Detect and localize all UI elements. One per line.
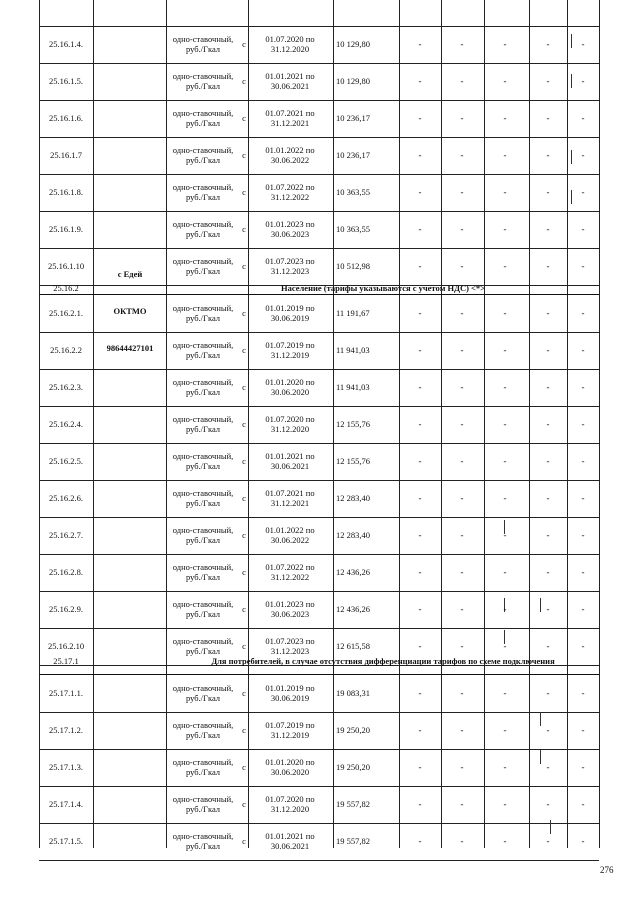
empty-cell-dash: - [418, 604, 422, 615]
tariff-period: 01.01.2022 по 30.06.2022 [265, 144, 315, 165]
tariff-type: одно-ставочный, руб./Гкал [172, 830, 234, 851]
tariff-value: 12 436,26 [336, 603, 370, 614]
tariff-type: одно-ставочный, руб./Гкал [172, 144, 234, 165]
period-prefix: с [242, 761, 246, 772]
page-number: 276 [600, 865, 614, 875]
empty-cell-dash: - [503, 836, 507, 847]
row-number: 25.16.1.10 [47, 260, 85, 271]
empty-cell-dash: - [460, 113, 464, 124]
empty-cell-dash: - [581, 113, 585, 124]
empty-cell-dash: - [418, 382, 422, 393]
grid-vline [484, 0, 485, 848]
empty-cell-dash: - [418, 150, 422, 161]
tariff-type: одно-ставочный, руб./Гкал [172, 450, 234, 471]
empty-cell-dash: - [581, 419, 585, 430]
period-prefix: с [242, 260, 246, 271]
tariff-period: 01.01.2021 по 30.06.2021 [265, 70, 315, 91]
empty-cell-dash: - [546, 762, 550, 773]
period-prefix: с [242, 455, 246, 466]
period-prefix: с [242, 75, 246, 86]
row-number: 25.16.2.10 [47, 640, 85, 651]
empty-cell-dash: - [546, 493, 550, 504]
scan-mark [571, 190, 572, 204]
row-number: 25.16.2.4. [49, 418, 83, 429]
tariff-period: 01.07.2022 по 31.12.2022 [265, 561, 315, 582]
empty-cell-dash: - [460, 688, 464, 699]
empty-cell-dash: - [546, 456, 550, 467]
empty-cell-dash: - [418, 799, 422, 810]
empty-cell-dash: - [418, 113, 422, 124]
empty-cell-dash: - [546, 688, 550, 699]
tariff-period: 01.01.2019 по 30.06.2019 [265, 682, 315, 703]
empty-cell-dash: - [503, 39, 507, 50]
empty-cell-dash: - [460, 641, 464, 652]
empty-cell-dash: - [418, 39, 422, 50]
empty-cell-dash: - [546, 308, 550, 319]
tariff-value: 10 512,98 [336, 260, 370, 271]
section-title: Для потребителей, в случае отсутствия дифференциации тарифов по схеме подключения [211, 656, 555, 666]
period-prefix: с [242, 687, 246, 698]
tariff-value: 10 236,17 [336, 112, 370, 123]
empty-cell-dash: - [581, 604, 585, 615]
tariff-period: 01.07.2019 по 31.12.2019 [265, 339, 315, 360]
period-prefix: с [242, 38, 246, 49]
tariff-value: 10 363,55 [336, 223, 370, 234]
empty-cell-dash: - [546, 224, 550, 235]
row-number: 25.16.2.3. [49, 381, 83, 392]
empty-cell-dash: - [546, 419, 550, 430]
empty-cell-dash: - [503, 150, 507, 161]
empty-cell-dash: - [581, 345, 585, 356]
tariff-value: 11 191,67 [336, 307, 370, 318]
empty-cell-dash: - [503, 419, 507, 430]
empty-cell-dash: - [503, 567, 507, 578]
empty-cell-dash: - [418, 567, 422, 578]
empty-cell-dash: - [503, 187, 507, 198]
scan-mark [571, 74, 572, 88]
scan-mark [571, 150, 572, 164]
empty-cell-dash: - [581, 39, 585, 50]
row-number: 25.16.2.9. [49, 603, 83, 614]
empty-cell-dash: - [460, 493, 464, 504]
empty-cell-dash: - [460, 382, 464, 393]
tariff-value: 10 129,80 [336, 75, 370, 86]
section-number: 25.16.2 [53, 283, 79, 293]
empty-cell-dash: - [460, 604, 464, 615]
empty-cell-dash: - [546, 530, 550, 541]
tariff-period: 01.07.2023 по 31.12.2023 [265, 255, 315, 276]
grid-vline [333, 0, 334, 848]
empty-cell-dash: - [581, 762, 585, 773]
tariff-value: 10 363,55 [336, 186, 370, 197]
empty-cell-dash: - [581, 688, 585, 699]
tariff-period: 01.01.2022 по 30.06.2022 [265, 524, 315, 545]
grid-vline [441, 0, 442, 848]
empty-cell-dash: - [460, 567, 464, 578]
empty-cell-dash: - [418, 308, 422, 319]
empty-cell-dash: - [418, 76, 422, 87]
empty-cell-dash: - [581, 530, 585, 541]
empty-cell-dash: - [581, 493, 585, 504]
grid-vline [93, 0, 94, 848]
row-number: 25.16.2.1. [49, 307, 83, 318]
empty-cell-dash: - [546, 604, 550, 615]
row-number: 25.16.1.4. [49, 38, 83, 49]
tariff-type: одно-ставочный, руб./Гкал [172, 635, 234, 656]
empty-cell-dash: - [418, 419, 422, 430]
section-number: 25.17.1 [53, 656, 79, 666]
empty-cell-dash: - [503, 725, 507, 736]
period-prefix: с [242, 307, 246, 318]
empty-cell-dash: - [418, 688, 422, 699]
empty-cell-dash: - [460, 725, 464, 736]
empty-cell-dash: - [418, 762, 422, 773]
empty-cell-dash: - [581, 187, 585, 198]
empty-cell-dash: - [581, 641, 585, 652]
tariff-type: одно-ставочный, руб./Гкал [172, 719, 234, 740]
tariff-value: 19 083,31 [336, 687, 370, 698]
tariff-period: 01.01.2023 по 30.06.2023 [265, 598, 315, 619]
period-prefix: с [242, 724, 246, 735]
row-number: 25.16.2.7. [49, 529, 83, 540]
tariff-value: 12 615,58 [336, 640, 370, 651]
empty-cell-dash: - [503, 641, 507, 652]
empty-cell-dash: - [460, 39, 464, 50]
empty-cell-dash: - [503, 688, 507, 699]
empty-cell-dash: - [460, 345, 464, 356]
tariff-value: 19 250,20 [336, 761, 370, 772]
empty-cell-dash: - [581, 382, 585, 393]
tariff-type: одно-ставочный, руб./Гкал [172, 339, 234, 360]
tariff-value: 19 250,20 [336, 724, 370, 735]
row-number: 25.16.1.6. [49, 112, 83, 123]
empty-cell-dash: - [460, 187, 464, 198]
empty-cell-dash: - [460, 799, 464, 810]
empty-cell-dash: - [503, 345, 507, 356]
period-prefix: с [242, 344, 246, 355]
empty-cell-dash: - [460, 419, 464, 430]
tariff-type: одно-ставочный, руб./Гкал [172, 70, 234, 91]
empty-cell-dash: - [460, 836, 464, 847]
row-number: 25.16.1.5. [49, 75, 83, 86]
tariff-type: одно-ставочный, руб./Гкал [172, 218, 234, 239]
period-prefix: с [242, 149, 246, 160]
row-number: 25.16.1.8. [49, 186, 83, 197]
empty-cell-dash: - [460, 762, 464, 773]
empty-cell-dash: - [503, 76, 507, 87]
period-prefix: с [242, 112, 246, 123]
empty-cell-dash: - [418, 641, 422, 652]
empty-cell-dash: - [418, 493, 422, 504]
empty-cell-dash: - [503, 382, 507, 393]
tariff-period: 01.01.2021 по 30.06.2021 [265, 830, 315, 851]
empty-cell-dash: - [418, 836, 422, 847]
tariff-type: одно-ставочный, руб./Гкал [172, 561, 234, 582]
empty-cell-dash: - [581, 799, 585, 810]
period-prefix: с [242, 418, 246, 429]
period-prefix: с [242, 566, 246, 577]
empty-cell-dash: - [546, 39, 550, 50]
empty-cell-dash: - [581, 456, 585, 467]
oktmo-code: 98644427101 [106, 343, 154, 353]
tariff-type: одно-ставочный, руб./Гкал [172, 756, 234, 777]
empty-cell-dash: - [460, 261, 464, 272]
tariff-type: одно-ставочный, руб./Гкал [172, 598, 234, 619]
empty-cell-dash: - [546, 187, 550, 198]
row-number: 25.17.1.3. [49, 761, 83, 772]
tariff-type: одно-ставочный, руб./Гкал [172, 302, 234, 323]
tariff-period: 01.07.2021 по 31.12.2021 [265, 487, 315, 508]
empty-cell-dash: - [503, 113, 507, 124]
scan-mark [571, 34, 572, 48]
empty-cell-dash: - [460, 530, 464, 541]
oktmo-label: ОКТМО [113, 306, 147, 316]
empty-cell-dash: - [546, 345, 550, 356]
empty-cell-dash: - [503, 456, 507, 467]
empty-cell-dash: - [503, 308, 507, 319]
row-number: 25.17.1.2. [49, 724, 83, 735]
empty-cell-dash: - [503, 604, 507, 615]
tariff-value: 11 941,03 [336, 381, 370, 392]
period-prefix: с [242, 223, 246, 234]
row-number: 25.16.1.7 [50, 149, 82, 160]
empty-cell-dash: - [460, 76, 464, 87]
empty-cell-dash: - [546, 725, 550, 736]
period-prefix: с [242, 186, 246, 197]
empty-cell-dash: - [546, 76, 550, 87]
grid-hline [39, 860, 599, 861]
empty-cell-dash: - [460, 456, 464, 467]
tariff-value: 12 155,76 [336, 455, 370, 466]
tariff-type: одно-ставочный, руб./Гкал [172, 524, 234, 545]
tariff-period: 01.01.2020 по 30.06.2020 [265, 376, 315, 397]
empty-cell-dash: - [581, 567, 585, 578]
tariff-period: 01.07.2023 по 31.12.2023 [265, 635, 315, 656]
empty-cell-dash: - [418, 725, 422, 736]
tariff-value: 12 283,40 [336, 492, 370, 503]
empty-cell-dash: - [503, 261, 507, 272]
tariff-period: 01.07.2020 по 31.12.2020 [265, 33, 315, 54]
empty-cell-dash: - [546, 836, 550, 847]
section-title: Население (тарифы указываются с учетом НДС) <*> [281, 283, 485, 293]
tariff-period: 01.07.2019 по 31.12.2019 [265, 719, 315, 740]
empty-cell-dash: - [546, 382, 550, 393]
period-prefix: с [242, 835, 246, 846]
period-prefix: с [242, 529, 246, 540]
tariff-type: одно-ставочный, руб./Гкал [172, 107, 234, 128]
tariff-period: 01.01.2023 по 30.06.2023 [265, 218, 315, 239]
tariff-type: одно-ставочный, руб./Гкал [172, 413, 234, 434]
empty-cell-dash: - [460, 150, 464, 161]
empty-cell-dash: - [581, 308, 585, 319]
tariff-period: 01.01.2020 по 30.06.2020 [265, 756, 315, 777]
empty-cell-dash: - [581, 150, 585, 161]
tariff-value: 12 155,76 [336, 418, 370, 429]
grid-vline [399, 0, 400, 848]
tariff-period: 01.07.2022 по 31.12.2022 [265, 181, 315, 202]
tariff-period: 01.07.2021 по 31.12.2021 [265, 107, 315, 128]
tariff-value: 10 236,17 [336, 149, 370, 160]
row-number: 25.16.2.6. [49, 492, 83, 503]
tariff-type: одно-ставочный, руб./Гкал [172, 682, 234, 703]
empty-cell-dash: - [460, 224, 464, 235]
empty-cell-dash: - [503, 493, 507, 504]
tariff-period: 01.07.2020 по 31.12.2020 [265, 793, 315, 814]
empty-cell-dash: - [503, 799, 507, 810]
row-number: 25.16.1.9. [49, 223, 83, 234]
empty-cell-dash: - [503, 762, 507, 773]
empty-cell-dash: - [418, 345, 422, 356]
empty-cell-dash: - [546, 799, 550, 810]
empty-cell-dash: - [546, 113, 550, 124]
tariff-type: одно-ставочный, руб./Гкал [172, 376, 234, 397]
tariff-type: одно-ставочный, руб./Гкал [172, 793, 234, 814]
empty-cell-dash: - [581, 261, 585, 272]
period-prefix: с [242, 640, 246, 651]
tariff-value: 19 557,82 [336, 835, 370, 846]
empty-cell-dash: - [503, 530, 507, 541]
empty-cell-dash: - [418, 224, 422, 235]
row-number: 25.17.1.4. [49, 798, 83, 809]
tariff-type: одно-ставочный, руб./Гкал [172, 487, 234, 508]
row-number: 25.16.2.5. [49, 455, 83, 466]
tariff-type: одно-ставочный, руб./Гкал [172, 33, 234, 54]
period-prefix: с [242, 381, 246, 392]
tariff-period: 01.01.2021 по 30.06.2021 [265, 450, 315, 471]
grid-vline [599, 0, 600, 848]
tariff-value: 11 941,03 [336, 344, 370, 355]
empty-cell-dash: - [581, 76, 585, 87]
empty-cell-dash: - [581, 725, 585, 736]
empty-cell-dash: - [546, 261, 550, 272]
empty-cell-dash: - [503, 224, 507, 235]
empty-cell-dash: - [418, 456, 422, 467]
grid-vline [529, 0, 530, 848]
row-number: 25.16.2.2 [50, 344, 82, 355]
empty-cell-dash: - [546, 567, 550, 578]
tariff-period: 01.01.2019 по 30.06.2019 [265, 302, 315, 323]
period-prefix: с [242, 798, 246, 809]
row-number: 25.16.2.8. [49, 566, 83, 577]
row-number: 25.17.1.5. [49, 835, 83, 846]
empty-cell-dash: - [460, 308, 464, 319]
tariff-period: 01.07.2020 по 31.12.2020 [265, 413, 315, 434]
empty-cell-dash: - [418, 187, 422, 198]
grid-vline [567, 0, 568, 848]
tariff-value: 12 283,40 [336, 529, 370, 540]
empty-cell-dash: - [418, 530, 422, 541]
period-prefix: с [242, 492, 246, 503]
tariff-value: 10 129,80 [336, 38, 370, 49]
empty-cell-dash: - [546, 641, 550, 652]
empty-cell-dash: - [581, 224, 585, 235]
row-number: 25.17.1.1. [49, 687, 83, 698]
empty-cell-dash: - [581, 836, 585, 847]
tariff-value: 12 436,26 [336, 566, 370, 577]
empty-cell-dash: - [418, 261, 422, 272]
tariff-type: одно-ставочный, руб./Гкал [172, 181, 234, 202]
locality-label: с Едей [117, 269, 143, 279]
empty-cell-dash: - [546, 150, 550, 161]
tariff-value: 19 557,82 [336, 798, 370, 809]
tariff-type: одно-ставочный, руб./Гкал [172, 255, 234, 276]
period-prefix: с [242, 603, 246, 614]
